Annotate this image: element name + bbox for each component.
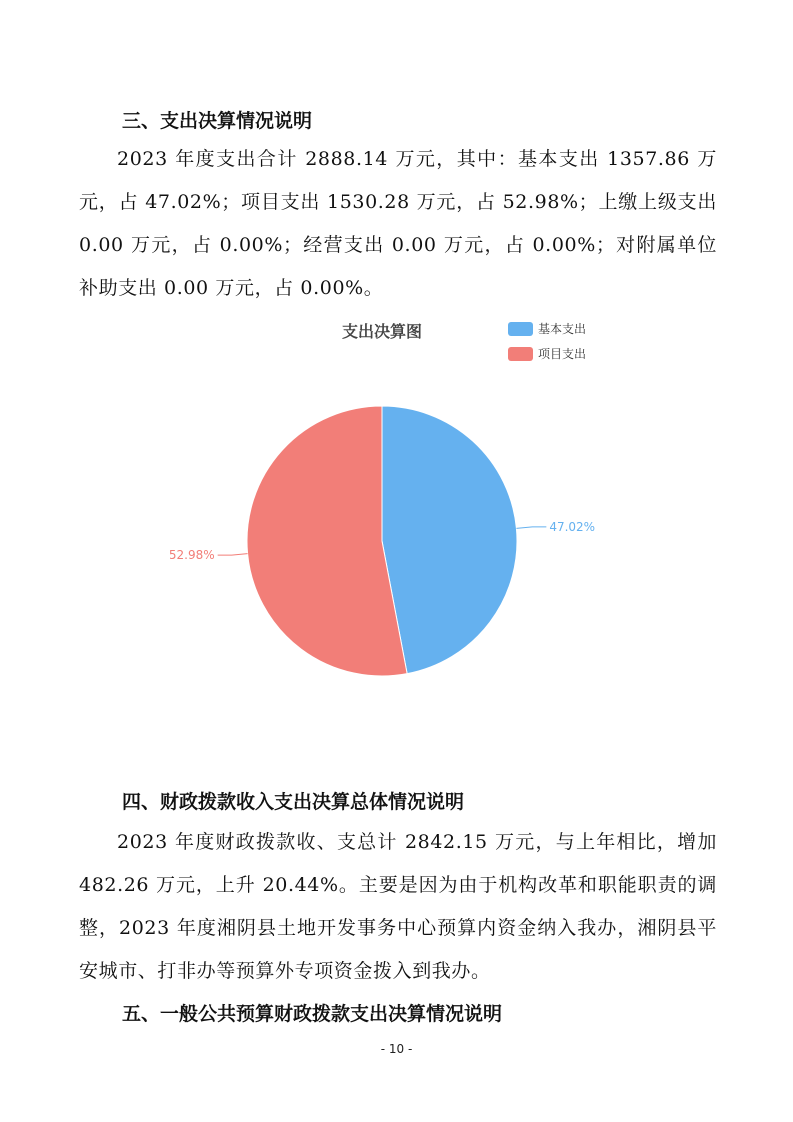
legend-label-1: 项目支出 [538,347,587,361]
chart-legend [508,321,586,361]
legend-label-0: 基本支出 [538,322,587,336]
section-5-heading: 五、一般公共预算财政拨款支出决算情况说明 [122,1003,503,1025]
pie-chart-svg [170,308,620,698]
section-3-heading: 三、支出决算情况说明 [122,110,313,132]
chart-title: 支出决算图 [341,322,423,341]
pie-slices [247,406,517,676]
pie-leader-line-1 [218,554,248,555]
section-4-paragraph: 2023 年度财政拨款收、支总计 2842.15 万元，与上年相比，增加 482.26 万元，上升 20.44%。主要是因为由于机构改革和职能职责的调整，2023 年度湘阴县土地开发事务中心预算内资金纳入我办，湘阴县平安城市、打非办等预算外专项资金拨入到我办。 [79,831,717,982]
section-3-paragraph: 2023 年度支出合计 2888.14 万元，其中：基本支出 1357.86 万元，占 47.02%；项目支出 1530.28 万元，占 52.98%；上缴上级支出 0.00 万元，占 0.00%；经营支出 0.00 万元，占 0.00%；对附属单位补助支出 0.00 万元，占 0.00%。 [79,148,717,299]
pie-label-0: 47.02% [549,519,596,534]
section-4-heading: 四、财政拨款收入支出决算总体情况说明 [122,791,465,813]
expenditure-pie-chart [170,308,620,698]
page-number: - 10 - [380,1042,413,1056]
pie-slice-0 [382,406,517,674]
legend-swatch-0 [508,322,533,336]
legend-swatch-1 [508,347,533,361]
pie-leader-line-0 [516,527,546,528]
pie-label-1: 52.98% [170,548,215,563]
